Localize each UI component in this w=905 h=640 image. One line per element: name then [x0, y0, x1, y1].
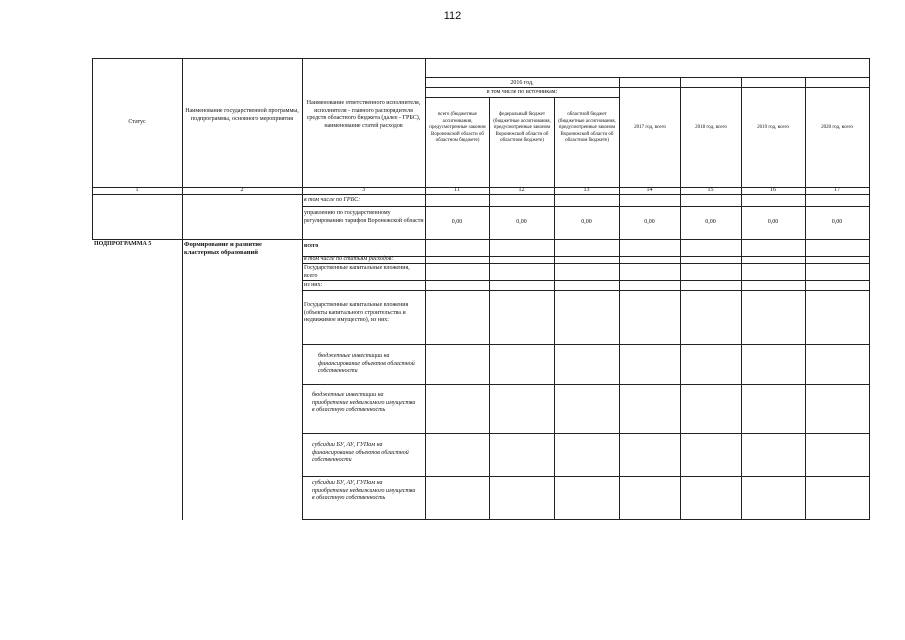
- header-year-2016: 2016 год,: [510, 80, 534, 86]
- col-divider-8: [741, 77, 742, 520]
- page-number: 112: [443, 10, 462, 22]
- colnum-13: 13: [583, 187, 590, 193]
- subprogram-status: ПОДПРОГРАММА 5: [94, 241, 152, 247]
- row-capital-objects: Государственные капитальные вложения (объекты капитального строительства и недвижимое имущество), из них:: [304, 302, 409, 323]
- year-2016-line: [425, 97, 619, 98]
- header-program-name: Наименование государственной программы, подпрограммы, основного мероприятия: [185, 108, 299, 122]
- colnum-1: 1: [135, 187, 139, 193]
- of-which-line: [302, 290, 870, 291]
- col-divider-9: [805, 77, 806, 520]
- header-2020: 2020 год, всего: [821, 125, 853, 130]
- grbs-value-14: 0,00: [644, 219, 655, 225]
- col-divider-5: [554, 97, 555, 520]
- colnum-14: 14: [646, 187, 653, 193]
- colnum-12: 12: [518, 187, 525, 193]
- col-divider-2: [302, 58, 303, 520]
- grbs-label-line: [302, 206, 870, 207]
- budget-table: [92, 58, 870, 520]
- colnum-11: 11: [454, 187, 460, 193]
- header-2017: 2017 год, всего: [634, 125, 666, 130]
- grbs-name: управлению по государственному регулированию тарифов Воронежской области: [304, 210, 424, 224]
- row-by-expense: в том числе по статьям расходов:: [304, 256, 394, 262]
- col-divider-7: [680, 77, 681, 520]
- header-total-2016: всего (бюджетные ассигнования, предусмотренные законом Воронежской области об областном бюджете): [429, 112, 486, 143]
- row-total: всего: [304, 243, 319, 249]
- subsidy-fin-line: [302, 476, 870, 477]
- row-capital-investments: Государственные капитальные вложения, всего: [304, 265, 410, 279]
- grbs-value-15: 0,00: [705, 219, 716, 225]
- grbs-value-12: 0,00: [516, 219, 527, 225]
- grbs-bottom-line: [92, 239, 870, 240]
- row-budget-invest-acquisition: бюджетные инвестиции на приобретение недвижимого имущества в областную собственность: [312, 392, 416, 413]
- header-executor: Наименование ответственного исполнителя, исполнителя - главного распорядителя средств областного бюджета (далее - ГРБС), наименование статей расходов: [306, 100, 421, 129]
- invest-fin-line: [302, 384, 870, 385]
- capital-objects-line: [302, 344, 870, 345]
- grbs-value-11: 0,00: [451, 219, 463, 225]
- col-divider-1: [182, 58, 183, 520]
- header-sources: в том числе по источникам:: [486, 89, 558, 95]
- col-divider-4: [489, 97, 490, 520]
- colnum-17: 17: [834, 187, 840, 193]
- colnum-2: 2: [240, 187, 244, 193]
- colnum-16: 16: [770, 187, 776, 193]
- grbs-value-13: 0,00: [581, 219, 592, 225]
- table-border-right: [869, 58, 870, 520]
- row-budget-invest-financing: бюджетные инвестиции на финансирование объектов областной собственности: [318, 353, 415, 374]
- subprogram-name: Формирование и развитие кластерных образований: [184, 241, 262, 256]
- capital-line: [302, 280, 870, 281]
- colnum-3: 3: [362, 187, 365, 193]
- row-subsidy-financing: субсидии БУ, АУ, ГУПам на финансирование объектов областной собственности: [312, 442, 409, 463]
- header-status: Статус: [128, 119, 146, 125]
- grbs-label: в том числе по ГРБС:: [304, 197, 361, 203]
- table-border-left: [92, 58, 93, 240]
- header-2018: 2018 год, всего: [695, 125, 727, 130]
- row-of-which: из них:: [304, 282, 323, 288]
- col-divider-3: [425, 58, 426, 520]
- col-divider-6: [619, 77, 620, 520]
- grbs-value-17: 0,00: [831, 219, 843, 225]
- table-border-top: [92, 58, 870, 59]
- row-subsidy-acquisition: субсидии БУ, АУ, ГУПам на приобретение недвижимого имущества в областную собственность: [312, 480, 416, 501]
- table-border-bottom: [302, 519, 870, 520]
- colnum-15: 15: [707, 187, 714, 193]
- grbs-value-16: 0,00: [767, 219, 779, 225]
- header-regional: областной бюджет (бюджетные ассигнования, предусмотренные законом Воронежской области об областном бюджете): [558, 112, 616, 143]
- header-2019: 2019 год, всего: [757, 125, 789, 130]
- header-subline: [425, 77, 870, 78]
- invest-acq-line: [302, 433, 870, 434]
- header-federal: федеральный бюджет (бюджетные ассигнования, предусмотренные законом Воронежской области об областном бюджете): [493, 112, 551, 143]
